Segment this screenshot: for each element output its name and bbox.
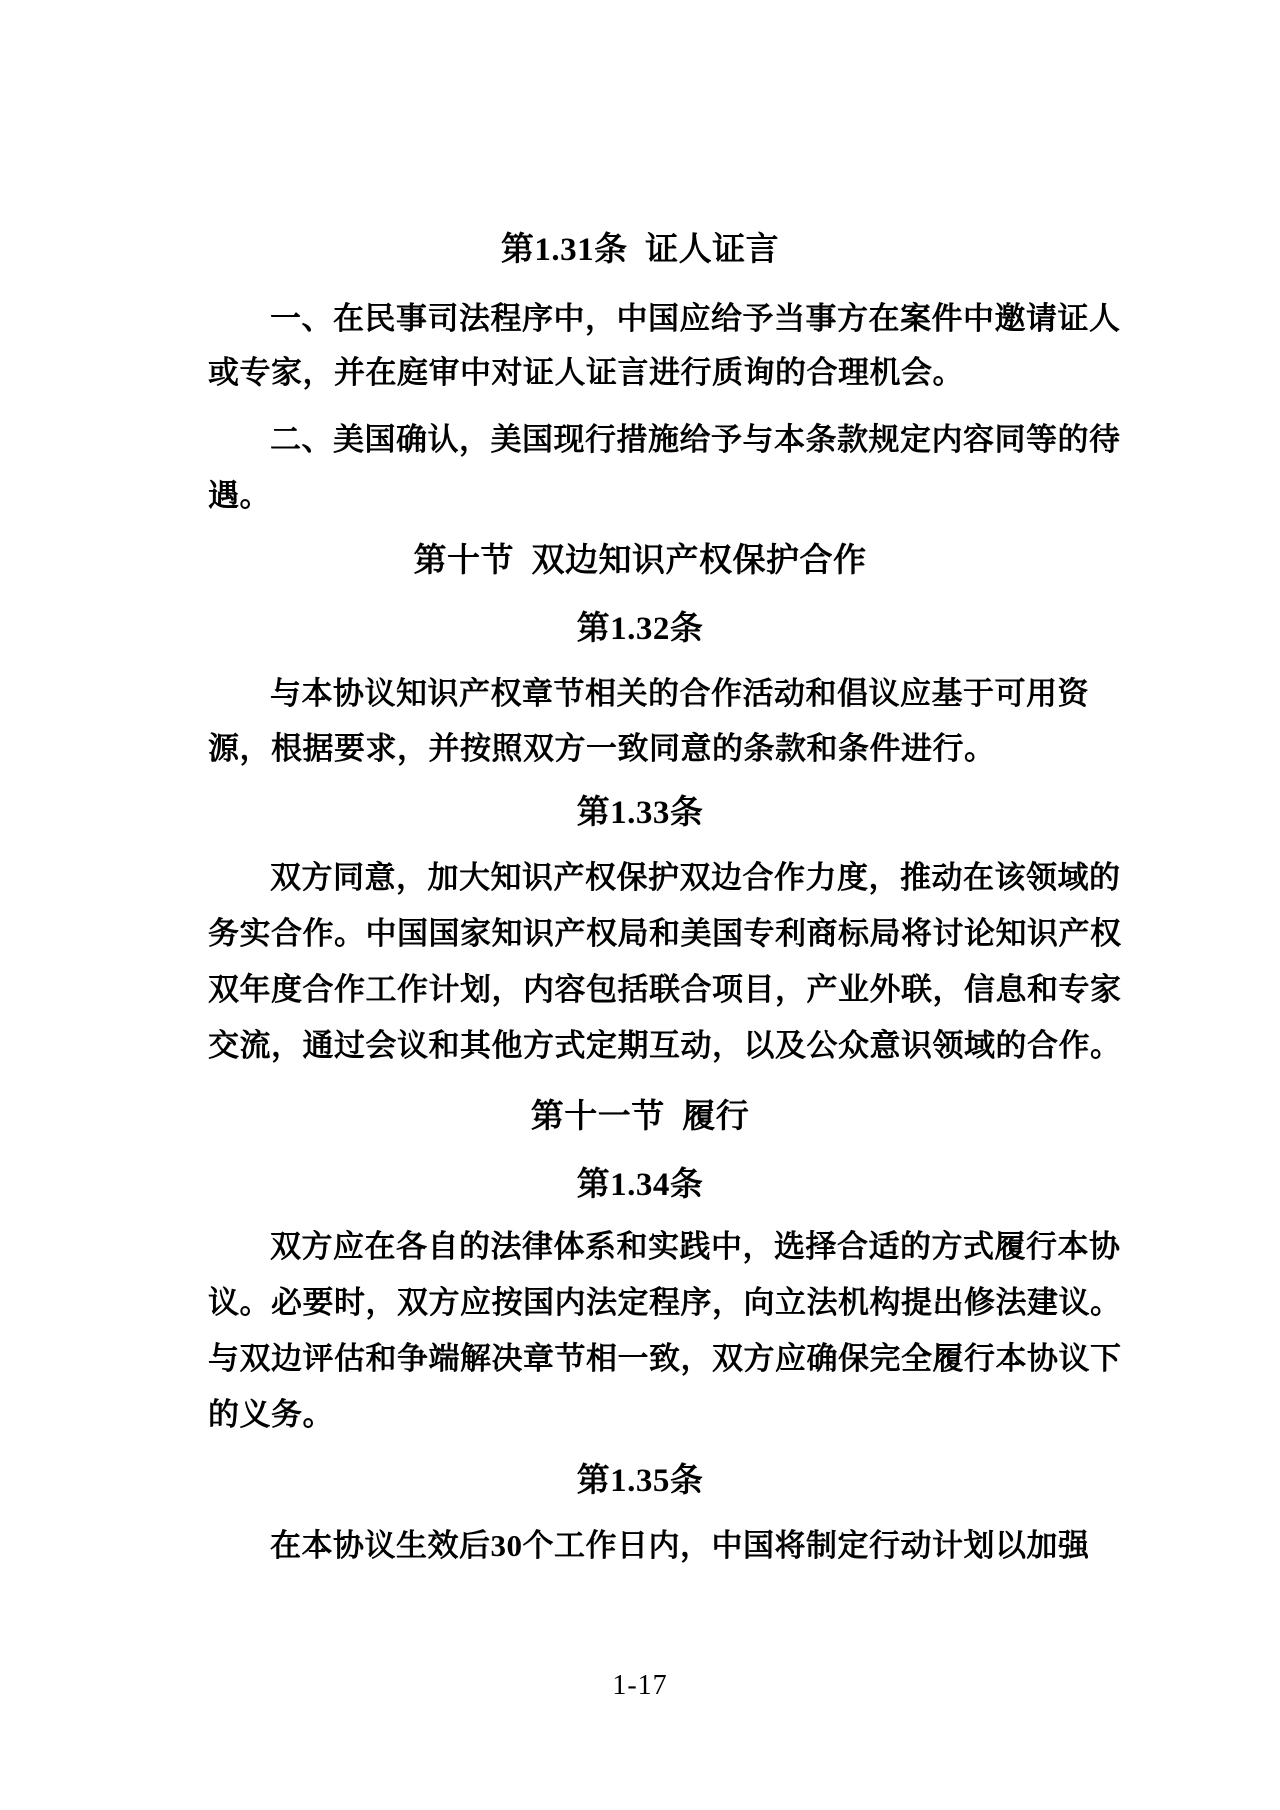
para2-line2: 遇。 [208,478,271,513]
para5-line1: 双方应在各自的法律体系和实践中，选择合适的方式履行本协 [270,1229,1121,1264]
heading-article-1-35: 第1.35条 [576,1463,704,1499]
para4-line1: 双方同意，加大知识产权保护双边合作力度，推动在该领域的 [270,860,1121,895]
para2-line1: 二、美国确认，美国现行措施给予与本条款规定内容同等的待 [270,422,1121,457]
heading-article-1-33: 第1.33条 [576,795,704,831]
heading-article-1-32: 第1.32条 [576,611,704,647]
para5-line4: 的义务。 [208,1397,334,1432]
para1-line1: 一、在民事司法程序中，中国应给予当事方在案件中邀请证人 [270,301,1121,336]
heading-section-11: 第十一节 履行 [530,1099,750,1135]
para6-line1: 在本协议生效后30个工作日内，中国将制定行动计划以加强 [270,1528,1090,1563]
para4-line4: 交流，通过会议和其他方式定期互动，以及公众意识领域的合作。 [208,1028,1122,1063]
para5-line2: 议。必要时，双方应按国内法定程序，向立法机构提出修法建议。 [208,1285,1122,1320]
para3-line1: 与本协议知识产权章节相关的合作活动和倡议应基于可用资 [270,676,1089,711]
para4-line2: 务实合作。中国国家知识产权局和美国专利商标局将讨论知识产权 [208,916,1122,951]
para1-line2: 或专家，并在庭审中对证人证言进行质询的合理机会。 [208,355,964,390]
para4-line3: 双年度合作工作计划，内容包括联合项目，产业外联，信息和专家 [208,972,1122,1007]
heading-article-1-34: 第1.34条 [576,1167,704,1203]
page-number: 1-17 [612,1670,668,1701]
para5-line3: 与双边评估和争端解决章节相一致，双方应确保完全履行本协议下 [208,1341,1122,1376]
heading-article-1-31: 第1.31条 证人证言 [500,232,780,268]
heading-section-10: 第十节 双边知识产权保护合作 [413,543,867,579]
para3-line2: 源，根据要求，并按照双方一致同意的条款和条件进行。 [208,731,996,766]
